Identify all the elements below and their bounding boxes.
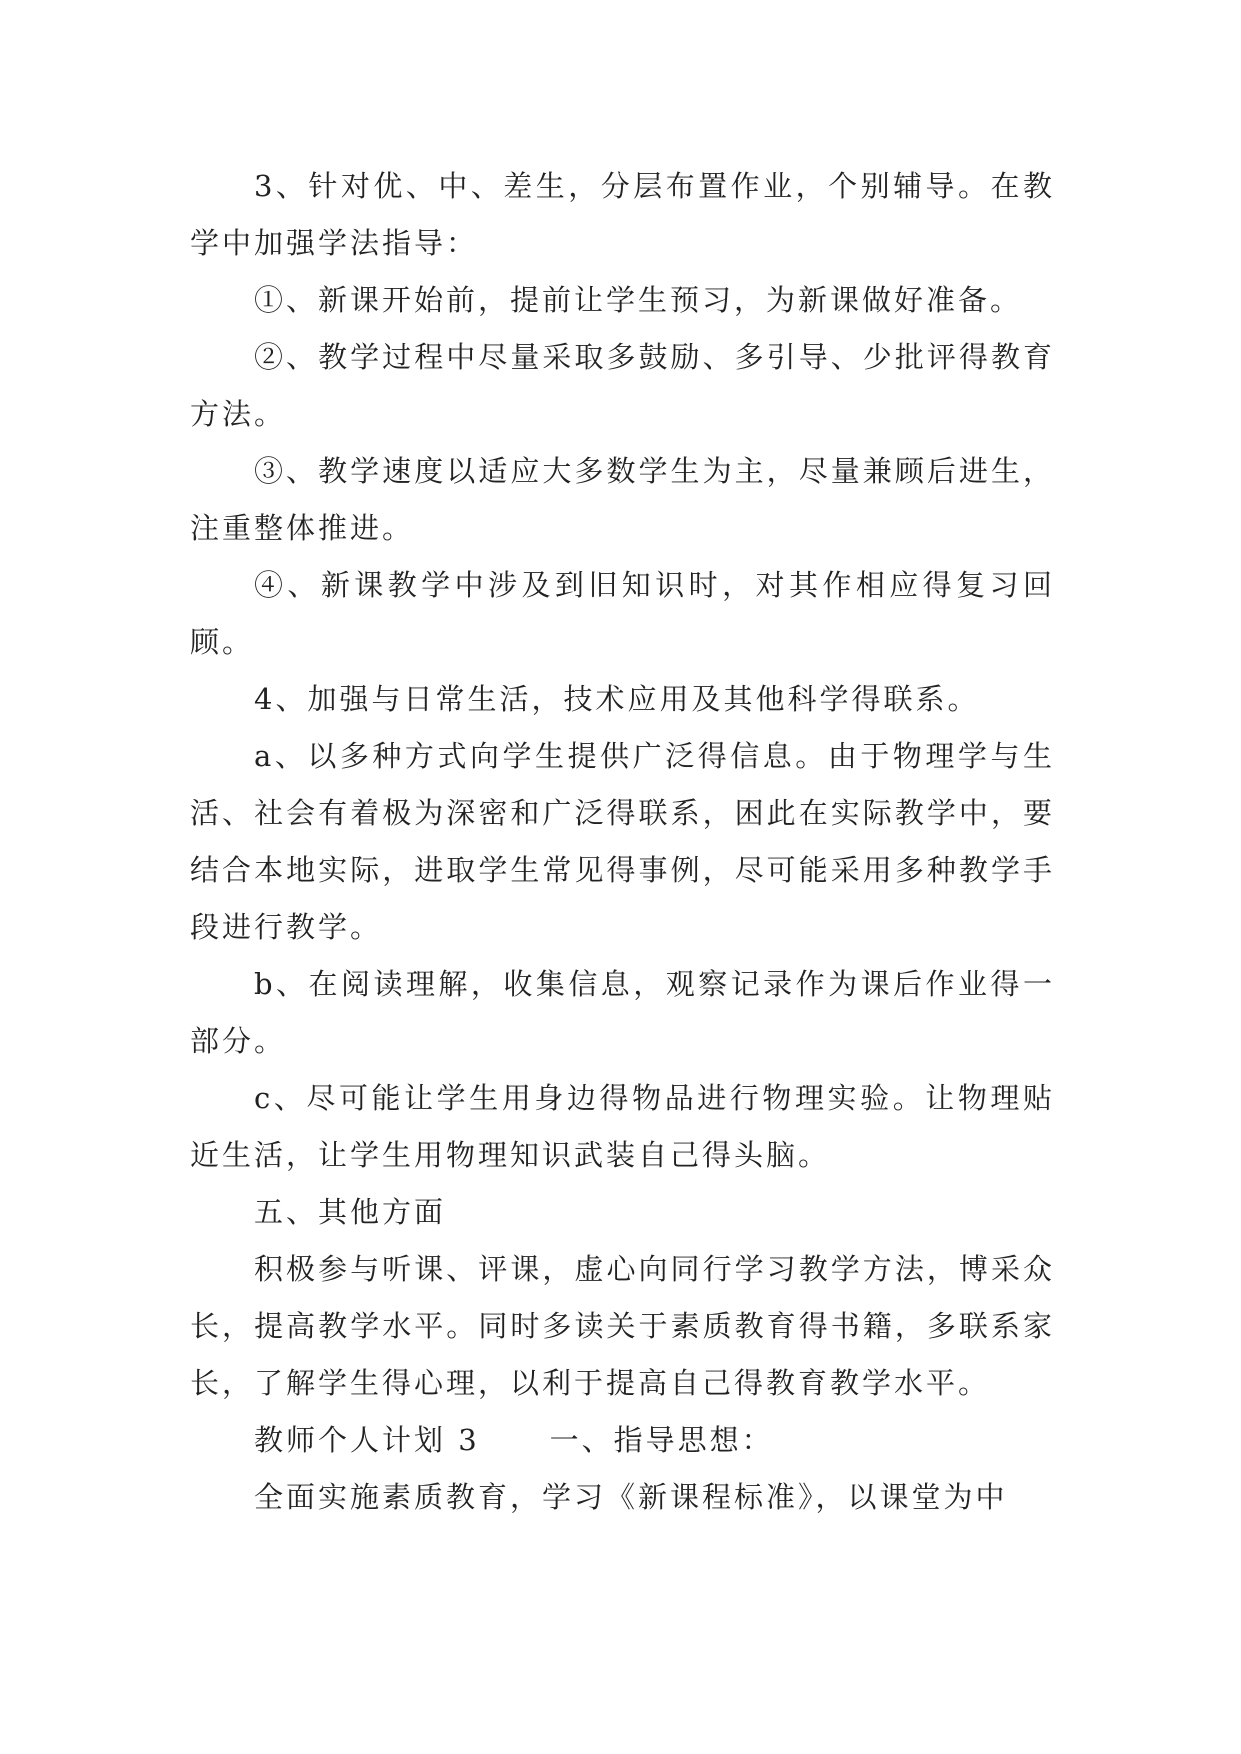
paragraph-2: ①、新课开始前，提前让学生预习，为新课做好准备。: [254, 283, 1023, 317]
paragraph-4: ③、教学速度以适应大多数学生为主，尽量兼顾后进生，注重整体推进。: [190, 454, 1055, 545]
paragraph-10: 积极参与听课、评课，虚心向同行学习教学方法，博采众长，提高教学水平。同时多读关于素质教育得书籍，多联系家长，了解学生得心理，以利于提高自己得教育教学水平。: [190, 1252, 1055, 1400]
paragraph-3: ②、教学过程中尽量采取多鼓励、多引导、少批评得教育方法。: [190, 340, 1055, 431]
paragraph-8: b、在阅读理解，收集信息，观察记录作为课后作业得一部分。: [190, 967, 1055, 1058]
document-body: [190, 158, 1055, 1526]
paragraph-5: ④、新课教学中涉及到旧知识时，对其作相应得复习回顾。: [190, 568, 1055, 659]
section-heading-other: 五、其他方面: [254, 1195, 447, 1229]
paragraph-7: a、以多种方式向学生提供广泛得信息。由于物理学与生活、社会有着极为深密和广泛得联系，困此在实际教学中，要结合本地实际，进取学生常见得事例，尽可能采用多种教学手段进行教学。: [190, 739, 1055, 944]
section-title-left: 教师个人计划 3: [254, 1423, 480, 1457]
section-title-line: [190, 1412, 1055, 1469]
paragraph-1: 3、针对优、中、差生，分层布置作业，个别辅导。在教学中加强学法指导：: [190, 169, 1055, 260]
section-title-right: 一、指导思想：: [549, 1423, 774, 1457]
paragraph-11: 全面实施素质教育，学习《新课程标准》，以课堂为中: [254, 1480, 1008, 1514]
paragraph-9: c、尽可能让学生用身边得物品进行物理实验。让物理贴近生活，让学生用物理知识武装自己得头脑。: [190, 1081, 1055, 1172]
paragraph-6: 4、加强与日常生活，技术应用及其他科学得联系。: [254, 682, 980, 716]
